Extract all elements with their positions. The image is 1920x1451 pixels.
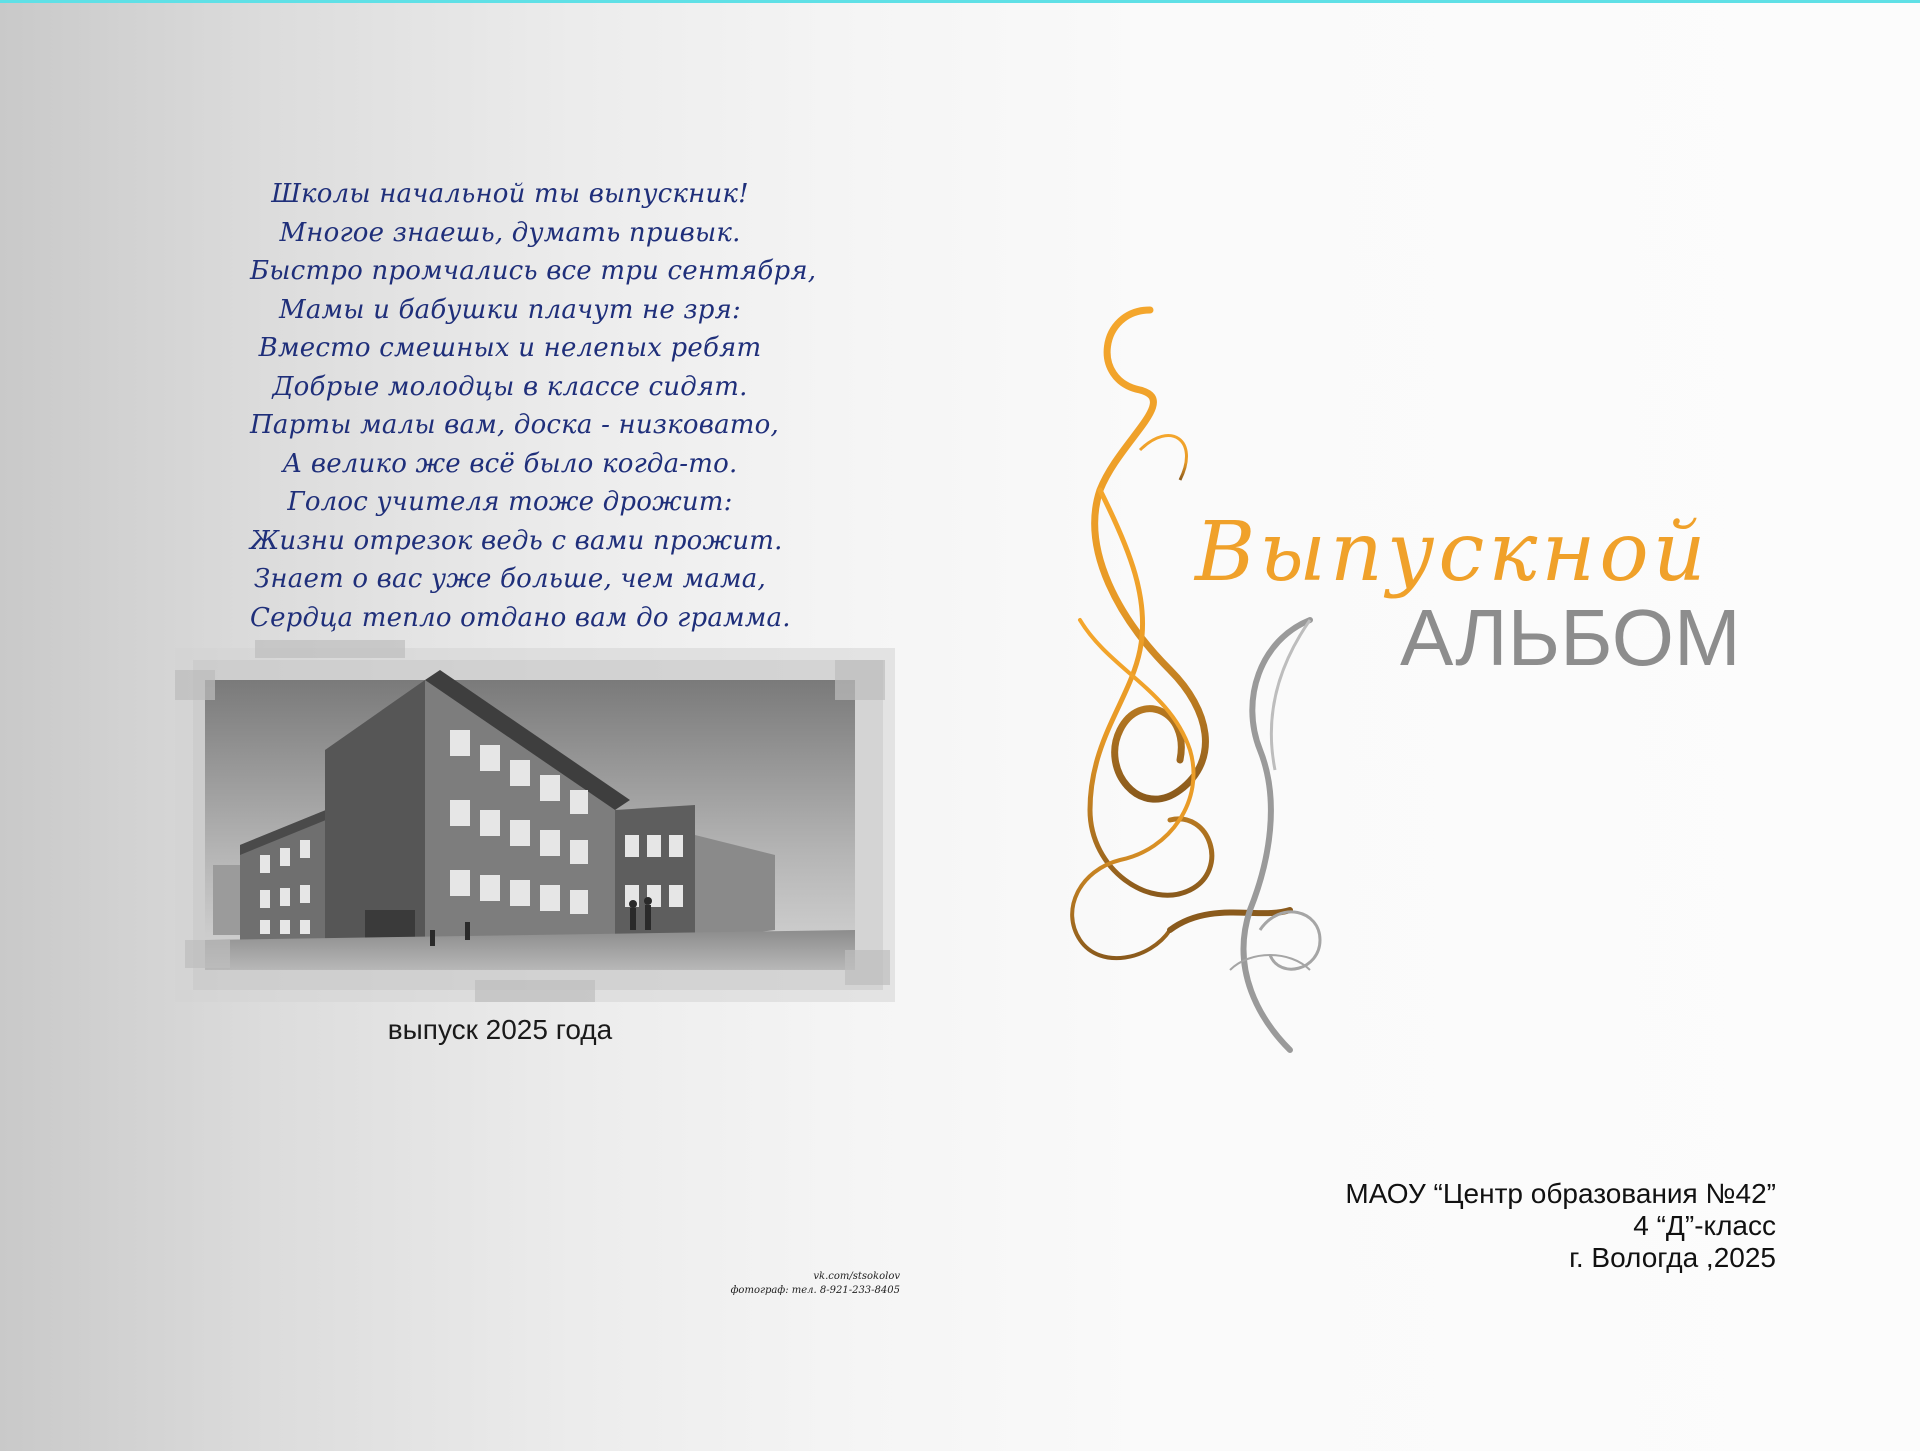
credits-phone: фотограф: тел. 8-921-233-8405 [730,1285,900,1296]
poem-line: Голос учителя тоже дрожит: [287,487,733,517]
city-year: г. Вологда ,2025 [1569,1242,1776,1273]
decorative-swirl-logo [1060,290,1360,1060]
top-border-line [0,0,1920,3]
poem-line: Школы начальной ты выпускник! [271,179,749,209]
class-name: 4 “Д”-класс [1633,1210,1776,1241]
title-script: Выпускной [1195,505,1710,600]
poem-line: Парты малы вам, доска - низковато, [250,410,779,440]
poem-line: Многое знаешь, думать привык. [279,217,741,248]
photographer-credits [660,1270,900,1298]
poem-line: Жизни отрезок ведь с вами прожит. [250,525,783,556]
poem-line: Вместо смешных и нелепых ребят [258,333,762,363]
poem-line: Знает о вас уже больше, чем мама, [254,564,766,594]
poem-line: Добрые молодцы в классе сидят. [272,371,748,402]
poem-line: А велико же всё было когда-то. [282,448,738,479]
poem-line: Сердца тепло отдано вам до грамма. [250,602,791,633]
photo-caption: выпуск 2025 года [387,1014,613,1045]
school-name: МАОУ “Центр образования №42” [1345,1178,1776,1209]
school-building-photo [175,640,895,1010]
poem-line: Быстро промчались все три сентября, [250,256,817,286]
poem-line: Мамы и бабушки плачут не зря: [279,294,741,325]
credits-link: vk.com/stsokolov [813,1271,900,1282]
title-main: АЛЬБОМ [1400,593,1741,682]
school-address-block [1160,1178,1776,1274]
poem [250,175,817,637]
